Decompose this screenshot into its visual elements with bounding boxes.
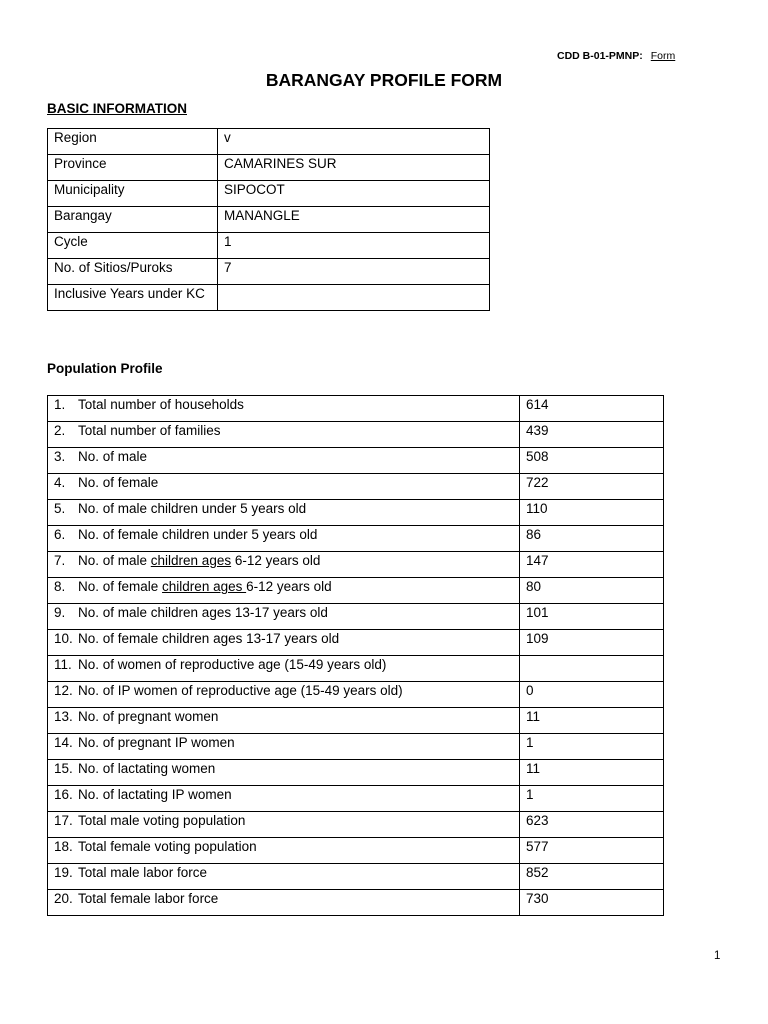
row-number: 6.: [54, 527, 66, 542]
population-heading: Population Profile: [47, 361, 163, 376]
row-number: 18.: [54, 839, 73, 854]
population-value: 614: [520, 396, 664, 422]
row-number: 15.: [54, 761, 73, 776]
basic-info-label: No. of Sitios/Puroks: [48, 259, 218, 285]
population-label: Total number of households: [78, 397, 244, 412]
population-label-cell: [48, 578, 520, 604]
basic-info-row: [48, 155, 490, 181]
population-value: 439: [520, 422, 664, 448]
population-row: [48, 682, 664, 708]
population-label: No. of pregnant IP women: [78, 735, 235, 750]
row-number: 20.: [54, 891, 73, 906]
population-label: No. of female: [78, 475, 159, 490]
population-row: [48, 578, 664, 604]
population-label: Total female voting population: [78, 839, 257, 854]
population-row: [48, 708, 664, 734]
population-label-cell: [48, 656, 520, 682]
population-label-cell: [48, 760, 520, 786]
population-value: 147: [520, 552, 664, 578]
population-row: [48, 734, 664, 760]
row-number: 3.: [54, 449, 66, 464]
population-value: 86: [520, 526, 664, 552]
basic-info-label: Inclusive Years under KC: [48, 285, 218, 311]
population-value: 508: [520, 448, 664, 474]
population-row: [48, 760, 664, 786]
basic-info-row: [48, 259, 490, 285]
population-label: Total male labor force: [78, 865, 208, 880]
population-label: Total number of families: [78, 423, 221, 438]
basic-info-label: Municipality: [48, 181, 218, 207]
row-number: 13.: [54, 709, 73, 724]
population-label-cell: [48, 708, 520, 734]
population-label-cell: [48, 734, 520, 760]
population-value: 1: [520, 734, 664, 760]
population-label-cell: [48, 864, 520, 890]
row-number: 16.: [54, 787, 73, 802]
population-value: 11: [520, 708, 664, 734]
population-label: No. of male: [78, 449, 148, 464]
population-label: No. of male children under 5 years old: [78, 501, 307, 516]
row-number: 7.: [54, 553, 66, 568]
population-label: No. of women of reproductive age (15-49 years old): [78, 657, 387, 672]
population-row: [48, 812, 664, 838]
basic-info-label: Province: [48, 155, 218, 181]
population-row: [48, 838, 664, 864]
row-number: 4.: [54, 475, 66, 490]
population-label-cell: [48, 630, 520, 656]
population-table: [47, 395, 664, 916]
basic-info-value: v: [218, 129, 490, 155]
population-label-cell: [48, 682, 520, 708]
row-number: 9.: [54, 605, 66, 620]
population-value: 623: [520, 812, 664, 838]
basic-info-value: 1: [218, 233, 490, 259]
population-label-post: 6-12 years old: [246, 579, 332, 594]
population-value: 577: [520, 838, 664, 864]
population-value: 1: [520, 786, 664, 812]
population-row: [48, 604, 664, 630]
population-label: No. of lactating women: [78, 761, 216, 776]
population-row: [48, 890, 664, 916]
basic-info-row: [48, 233, 490, 259]
row-number: 19.: [54, 865, 73, 880]
row-number: 17.: [54, 813, 73, 828]
basic-info-row: [48, 181, 490, 207]
form-code-text: CDD B-01-PMNP:: [557, 50, 643, 62]
basic-info-label: Barangay: [48, 207, 218, 233]
population-label-underlined: children ages: [150, 553, 232, 568]
form-code: [557, 50, 675, 62]
population-label-pre: No. of female: [78, 579, 163, 594]
population-label-cell: [48, 448, 520, 474]
population-row: [48, 422, 664, 448]
population-label-cell: [48, 786, 520, 812]
population-label-cell: [48, 526, 520, 552]
basic-info-value: 7: [218, 259, 490, 285]
population-label: No. of pregnant women: [78, 709, 219, 724]
population-label-post: 6-12 years old: [231, 553, 321, 568]
basic-info-value: SIPOCOT: [218, 181, 490, 207]
row-number: 2.: [54, 423, 66, 438]
row-number: 11.: [54, 657, 72, 672]
row-number: 10.: [54, 631, 73, 646]
population-label-cell: [48, 474, 520, 500]
population-row: [48, 656, 664, 682]
population-label-pre: No. of male: [78, 553, 151, 568]
population-row: [48, 396, 664, 422]
population-label-cell: [48, 396, 520, 422]
basic-info-heading: BASIC INFORMATION: [47, 101, 187, 116]
population-label: No. of IP women of reproductive age (15-49 years old): [78, 683, 403, 698]
form-label: Form: [650, 50, 676, 62]
population-label: No. of female children under 5 years old: [78, 527, 318, 542]
population-value: 852: [520, 864, 664, 890]
population-value: 11: [520, 760, 664, 786]
population-label: No. of female children ages 13-17 years old: [78, 631, 340, 646]
population-row: [48, 552, 664, 578]
basic-info-row: [48, 207, 490, 233]
population-label-cell: [48, 838, 520, 864]
basic-info-row: [48, 129, 490, 155]
population-value: 80: [520, 578, 664, 604]
population-label-cell: [48, 812, 520, 838]
population-row: [48, 630, 664, 656]
basic-info-table: [47, 128, 490, 311]
row-number: 1.: [54, 397, 66, 412]
row-number: 12.: [54, 683, 73, 698]
basic-info-value: [218, 285, 490, 311]
population-row: [48, 448, 664, 474]
population-value: 730: [520, 890, 664, 916]
population-label-cell: [48, 422, 520, 448]
basic-info-value: MANANGLE: [218, 207, 490, 233]
basic-info-label: Cycle: [48, 233, 218, 259]
population-label-cell: [48, 604, 520, 630]
basic-info-row: [48, 285, 490, 311]
population-value: 109: [520, 630, 664, 656]
population-value: 101: [520, 604, 664, 630]
population-label: Total female labor force: [78, 891, 219, 906]
population-label-cell: [48, 890, 520, 916]
population-value: [520, 656, 664, 682]
population-label-cell: [48, 552, 520, 578]
page-title: BARANGAY PROFILE FORM: [265, 70, 503, 90]
basic-info-label: Region: [48, 129, 218, 155]
row-number: 5.: [54, 501, 66, 516]
population-row: [48, 786, 664, 812]
population-label: No. of lactating IP women: [78, 787, 232, 802]
population-label-underlined: children ages: [162, 579, 247, 594]
row-number: 8.: [54, 579, 66, 594]
basic-info-value: CAMARINES SUR: [218, 155, 490, 181]
population-row: [48, 864, 664, 890]
row-number: 14.: [54, 735, 73, 750]
population-value: 0: [520, 682, 664, 708]
page-number: 1: [714, 950, 721, 962]
population-row: [48, 500, 664, 526]
population-label-cell: [48, 500, 520, 526]
population-label: Total male voting population: [78, 813, 246, 828]
population-value: 110: [520, 500, 664, 526]
population-row: [48, 474, 664, 500]
population-label: No. of male children ages 13-17 years old: [78, 605, 328, 620]
population-row: [48, 526, 664, 552]
population-value: 722: [520, 474, 664, 500]
